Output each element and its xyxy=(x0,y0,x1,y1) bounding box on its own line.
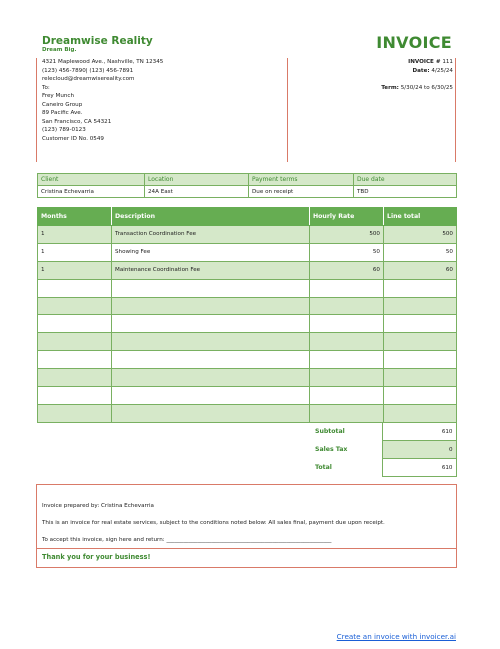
cell-months: 1 xyxy=(38,243,112,261)
cell-description xyxy=(112,333,310,351)
totals-table xyxy=(309,422,457,477)
invoice-date-label: Date: xyxy=(412,67,430,74)
cell-hourly-rate xyxy=(310,315,384,333)
company-address: 4321 Maplewood Ave., Nashville, TN 12345 xyxy=(42,59,164,65)
cell-months: 1 xyxy=(38,226,112,244)
total-value: 610 xyxy=(382,459,456,477)
table-row xyxy=(38,351,457,369)
invoice-date: 4/25/24 xyxy=(431,67,453,74)
invoice-title: INVOICE xyxy=(376,33,452,52)
cell-line-total xyxy=(384,387,457,405)
customer-id: Customer ID No. 0549 xyxy=(42,135,104,142)
cell-hourly-rate xyxy=(310,404,384,422)
cell-months xyxy=(38,279,112,297)
invoice-date-row xyxy=(381,67,453,76)
cell-hourly-rate xyxy=(310,333,384,351)
header-line-total: Line total xyxy=(384,208,457,226)
cell-description xyxy=(112,351,310,369)
cell-months xyxy=(38,315,112,333)
line-items-table xyxy=(37,207,457,423)
cell-line-total: 50 xyxy=(384,243,457,261)
company-name: Dreamwise Reality xyxy=(42,35,153,47)
bill-to-phone: (123) 789-0123 xyxy=(42,127,86,133)
cell-line-total: 500 xyxy=(384,226,457,244)
cell-hourly-rate xyxy=(310,297,384,315)
bill-to-company: Caneiro Group xyxy=(42,101,83,108)
cell-hourly-rate: 60 xyxy=(310,261,384,279)
left-divider xyxy=(36,58,37,162)
invoice-number: 111 xyxy=(442,59,453,65)
table-row xyxy=(38,243,457,261)
address-block xyxy=(42,58,163,143)
cell-months xyxy=(38,369,112,387)
client-due-date: TBD xyxy=(354,186,457,198)
cell-description: Transaction Coordination Fee xyxy=(112,226,310,244)
table-row xyxy=(38,404,457,422)
table-row xyxy=(38,387,457,405)
cell-months: 1 xyxy=(38,261,112,279)
middle-divider xyxy=(287,58,288,162)
invoice-meta xyxy=(381,58,453,92)
header-hourly-rate: Hourly Rate xyxy=(310,208,384,226)
header-payment-terms: Payment terms xyxy=(249,174,354,186)
cell-line-total: 60 xyxy=(384,261,457,279)
invoice-term-label: Term: xyxy=(381,84,399,91)
table-row xyxy=(38,261,457,279)
cell-months xyxy=(38,404,112,422)
cell-months xyxy=(38,351,112,369)
client-payment-terms: Due on receipt xyxy=(249,186,354,198)
invoice-number-row xyxy=(381,58,453,67)
company-phones: (123) 456-7890| (123) 456-7891 xyxy=(42,67,134,74)
prepared-by: Invoice prepared by: Cristina Echevarria xyxy=(42,503,154,509)
table-row xyxy=(38,279,457,297)
line-items-header xyxy=(38,208,457,226)
sales-tax-label: Sales Tax xyxy=(315,446,348,453)
client-name: Cristina Echevarria xyxy=(38,186,145,198)
table-row xyxy=(38,333,457,351)
right-divider xyxy=(455,58,456,162)
table-row xyxy=(38,369,457,387)
cell-hourly-rate xyxy=(310,387,384,405)
client-info-header xyxy=(38,174,457,186)
cell-line-total xyxy=(384,279,457,297)
signature-line[interactable]: To accept this invoice, sign here and return: ___________________________________________________________ xyxy=(42,537,332,543)
cell-description xyxy=(112,404,310,422)
total-label: Total xyxy=(315,464,332,471)
subtotal-label: Subtotal xyxy=(315,428,345,435)
bill-to-label: To: xyxy=(42,84,50,91)
invoice-term-row xyxy=(381,84,453,93)
table-row xyxy=(38,315,457,333)
cell-description: Showing Fee xyxy=(112,243,310,261)
cell-description xyxy=(112,369,310,387)
invoice-number-label: INVOICE # xyxy=(408,59,441,65)
header-location: Location xyxy=(145,174,249,186)
cell-line-total xyxy=(384,333,457,351)
cell-months xyxy=(38,387,112,405)
header-description: Description xyxy=(112,208,310,226)
cell-hourly-rate xyxy=(310,351,384,369)
cell-line-total xyxy=(384,404,457,422)
client-location: 24A East xyxy=(145,186,249,198)
subtotal-row xyxy=(309,423,456,441)
create-invoice-link[interactable]: Create an invoice with invoicer.ai xyxy=(336,632,456,641)
cell-months xyxy=(38,333,112,351)
table-row xyxy=(38,226,457,244)
cell-hourly-rate: 50 xyxy=(310,243,384,261)
cell-hourly-rate: 500 xyxy=(310,226,384,244)
cell-line-total xyxy=(384,297,457,315)
client-info-row xyxy=(38,186,457,198)
header-due-date: Due date xyxy=(354,174,457,186)
cell-description xyxy=(112,297,310,315)
cell-line-total xyxy=(384,351,457,369)
cell-description xyxy=(112,279,310,297)
table-row xyxy=(38,297,457,315)
company-tagline: Dream Big. xyxy=(42,47,77,53)
cell-hourly-rate xyxy=(310,279,384,297)
client-info-table xyxy=(37,173,457,198)
cell-line-total xyxy=(384,369,457,387)
company-email: relecloud@dreamwisereality.com xyxy=(42,76,135,82)
bill-to-name: Frey Munch xyxy=(42,93,75,99)
cell-hourly-rate xyxy=(310,369,384,387)
bill-to-street: 89 Pacific Ave. xyxy=(42,110,83,116)
header-months: Months xyxy=(38,208,112,226)
conditions-text: This is an invoice for real estate services, subject to the conditions noted below: All sales final, payment due upon receipt. xyxy=(42,520,385,526)
sales-tax-row xyxy=(309,441,456,459)
total-row xyxy=(309,459,456,477)
subtotal-value: 610 xyxy=(382,423,456,441)
sales-tax-value: 0 xyxy=(382,441,456,459)
header-client: Client xyxy=(38,174,145,186)
cell-description xyxy=(112,315,310,333)
cell-months xyxy=(38,297,112,315)
cell-description xyxy=(112,387,310,405)
cell-description: Maintenance Coordination Fee xyxy=(112,261,310,279)
invoice-term: 5/30/24 to 6/30/25 xyxy=(400,84,453,91)
bill-to-city: San Francisco, CA 54321 xyxy=(42,118,112,125)
thank-you-message: Thank you for your business! xyxy=(42,553,151,561)
cell-line-total xyxy=(384,315,457,333)
notes-separator xyxy=(36,548,457,549)
